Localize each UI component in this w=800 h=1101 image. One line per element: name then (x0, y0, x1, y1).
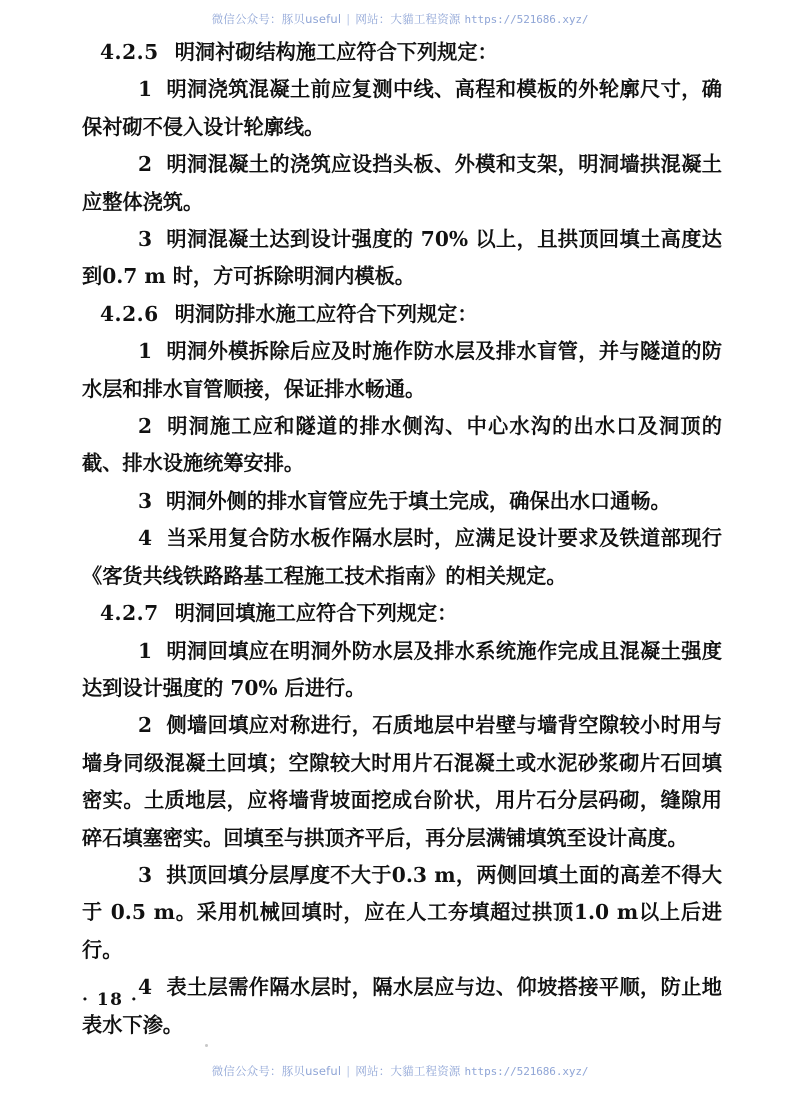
item-text: 明洞施工应和隧道的排水侧沟、中心水沟的出水口及洞顶的截、排水设施统筹安排。 (82, 414, 722, 476)
document-body (82, 34, 722, 1044)
watermark-account: 微信公众号：豚贝useful (211, 1064, 342, 1078)
item-paragraph (82, 520, 722, 595)
item-text: 表土层需作隔水层时，隔水层应与边、仰坡搭接平顺，防止地表水下渗。 (82, 975, 722, 1037)
item-paragraph (82, 333, 722, 408)
item-number: 3 (138, 862, 153, 887)
item-number: 2 (138, 713, 153, 738)
clause-paragraph (82, 34, 722, 71)
item-text: 明洞混凝土达到设计强度的 70% 以上，且拱顶回填土高度达到0.7 m 时，方可拆除明洞内模板。 (82, 227, 722, 289)
item-number: 1 (138, 638, 153, 663)
watermark-site: 网站：大貓工程资源 (355, 12, 461, 26)
item-paragraph (82, 71, 722, 146)
item-number: 4 (138, 526, 153, 551)
clause-number: 4.2.7 (100, 601, 159, 626)
item-number: 4 (138, 975, 153, 1000)
item-text: 明洞外侧的排水盲管应先于填土完成，确保出水口通畅。 (166, 488, 671, 513)
item-text: 拱顶回填分层厚度不大于0.3 m，两侧回填土面的高差不得大于 0.5 m。采用机械回填时，应在人工夯填超过拱顶1.0 m以上后进行。 (82, 862, 722, 962)
item-number: 2 (138, 414, 153, 439)
item-paragraph (82, 857, 722, 969)
item-text: 明洞外模拆除后应及时施作防水层及排水盲管，并与隧道的防水层和排水盲管顺接，保证排水畅通。 (82, 339, 722, 401)
watermark-site: 网站：大貓工程资源 (355, 1064, 461, 1078)
watermark-separator: | (346, 1064, 351, 1078)
item-paragraph (82, 483, 722, 520)
clause-paragraph (82, 296, 722, 333)
page-number: · 18 · (82, 990, 139, 1010)
item-paragraph (82, 969, 722, 1044)
item-number: 2 (138, 152, 153, 177)
clause-text: 明洞回填施工应符合下列规定： (174, 601, 458, 626)
item-paragraph (82, 633, 722, 708)
item-number: 1 (138, 77, 153, 102)
clause-text: 明洞防排水施工应符合下列规定： (174, 301, 478, 326)
item-number: 3 (138, 227, 153, 252)
clause-number: 4.2.6 (100, 301, 159, 326)
item-text: 明洞混凝土的浇筑应设挡头板、外模和支架，明洞墙拱混凝土应整体浇筑。 (82, 152, 722, 214)
item-paragraph (82, 221, 722, 296)
scan-speck (205, 1044, 208, 1047)
item-number: 3 (138, 488, 153, 513)
item-paragraph (82, 408, 722, 483)
watermark-header (0, 11, 800, 27)
item-number: 1 (138, 339, 153, 364)
item-text: 明洞回填应在明洞外防水层及排水系统施作完成且混凝土强度达到设计强度的 70% 后进行。 (82, 638, 722, 700)
item-text: 当采用复合防水板作隔水层时，应满足设计要求及铁道部现行《客货共线铁路路基工程施工技术指南》的相关规定。 (82, 526, 722, 588)
item-text: 侧墙回填应对称进行，石质地层中岩壁与墙背空隙较小时用与墙身同级混凝土回填；空隙较大时用片石混凝土或水泥砂浆砌片石回填密实。土质地层，应将墙背坡面挖成台阶状，用片石分层码砌，缝隙用碎石填塞密实。回填至与拱顶齐平后，再分层满铺填筑至设计高度。 (82, 713, 722, 850)
item-paragraph (82, 146, 722, 221)
clause-paragraph (82, 595, 722, 632)
item-paragraph (82, 707, 722, 857)
watermark-account: 微信公众号：豚贝useful (211, 12, 342, 26)
clause-number: 4.2.5 (100, 40, 159, 64)
watermark-url: https://521686.xyz/ (464, 13, 589, 26)
clause-text: 明洞衬砌结构施工应符合下列规定： (174, 40, 498, 64)
watermark-url: https://521686.xyz/ (464, 1065, 589, 1078)
watermark-footer (0, 1063, 800, 1079)
item-text: 明洞浇筑混凝土前应复测中线、高程和模板的外轮廓尺寸，确保衬砌不侵入设计轮廓线。 (82, 77, 722, 139)
watermark-separator: | (346, 12, 351, 26)
